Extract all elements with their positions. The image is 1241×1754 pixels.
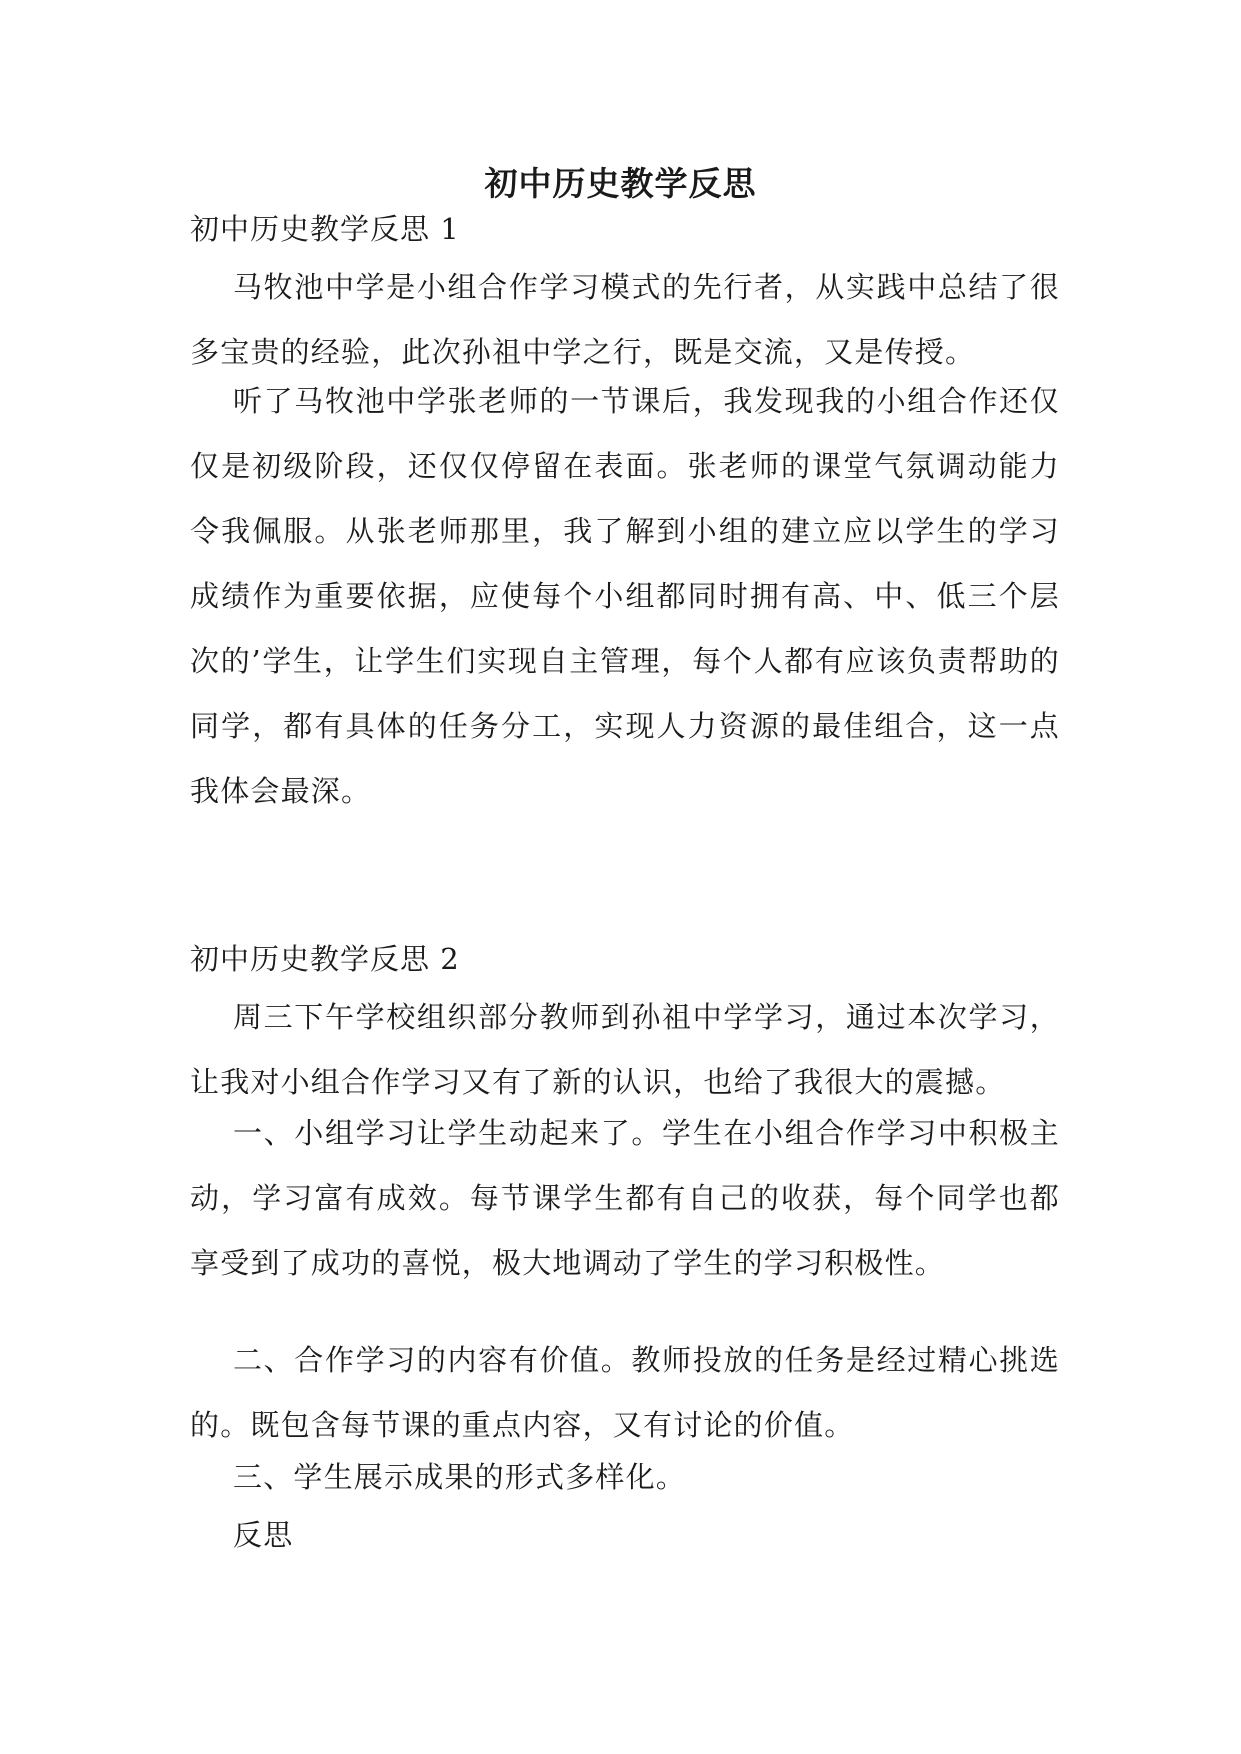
section-2-paragraph-1: 周三下午学校组织部分教师到孙祖中学学习，通过本次学习，让我对小组合作学习又有了新的认识，也给了我很大的震撼。	[190, 1000, 1060, 1099]
section-2-paragraph-5: 反思	[233, 1518, 294, 1552]
section-heading-1: 初中历史教学反思 1	[190, 212, 460, 246]
section-heading-2: 初中历史教学反思 2	[190, 942, 460, 976]
section-1-paragraph-2: 听了马牧池中学张老师的一节课后，我发现我的小组合作还仅仅是初级阶段，还仅仅停留在表面。张老师的课堂气氛调动能力令我佩服。从张老师那里，我了解到小组的建立应以学生的学习成绩作为重要依据，应使每个小组都同时拥有高、中、低三个层次的’学生，让学生们实现自主管理，每个人都有应该负责帮助的同学，都有具体的任务分工，实现人力资源的最佳组合，这一点我体会最深。	[190, 384, 1060, 808]
document-title: 初中历史教学反思	[484, 164, 757, 203]
section-2-paragraph-2: 一、小组学习让学生动起来了。学生在小组合作学习中积极主动，学习富有成效。每节课学生都有自己的收获，每个同学也都享受到了成功的喜悦，极大地调动了学生的学习积极性。	[190, 1116, 1060, 1280]
section-2-paragraph-3: 二、合作学习的内容有价值。教师投放的任务是经过精心挑选的。既包含每节课的重点内容，又有讨论的价值。	[190, 1343, 1060, 1442]
section-1-paragraph-1: 马牧池中学是小组合作学习模式的先行者，从实践中总结了很多宝贵的经验，此次孙祖中学之行，既是交流，又是传授。	[190, 270, 1060, 369]
section-2-paragraph-4: 三、学生展示成果的形式多样化。	[233, 1460, 687, 1494]
